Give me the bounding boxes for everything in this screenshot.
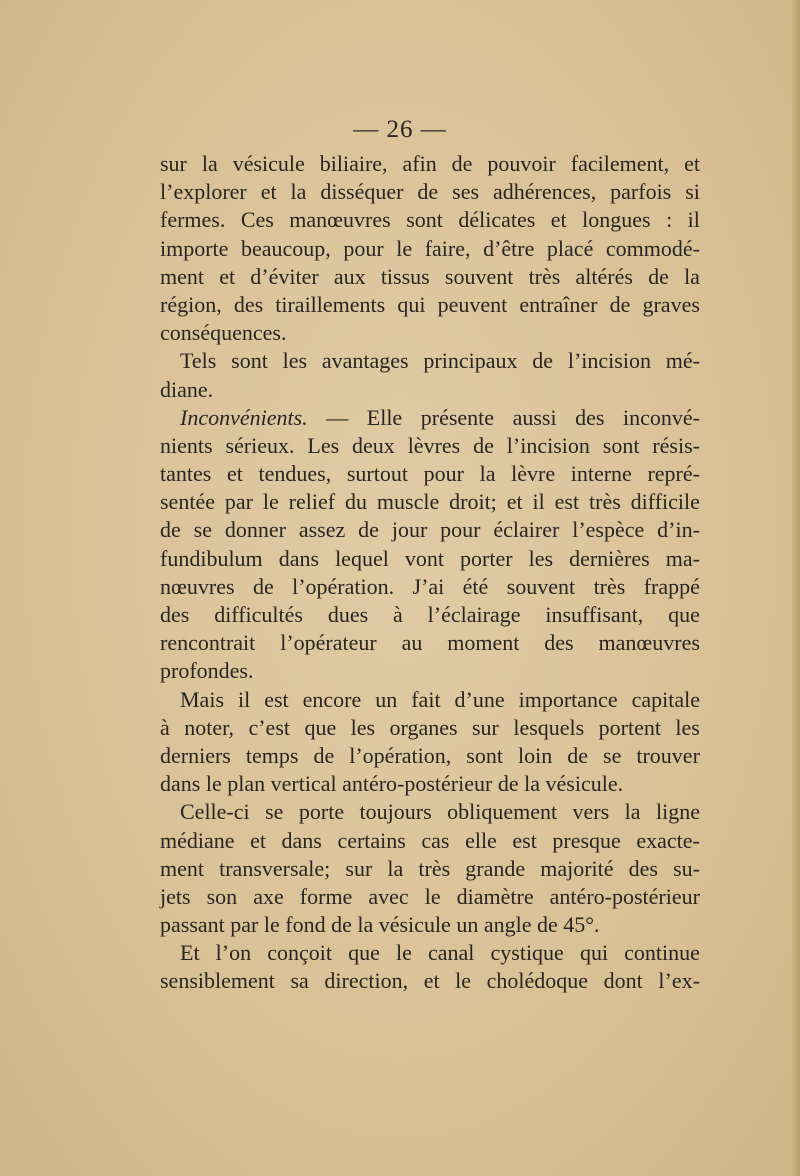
page-number: — 26 —	[353, 116, 447, 143]
text-line: l’explorer et la disséquer de ses adhérences, parfois si	[160, 179, 700, 205]
text-line: tantes et tendues, surtout pour la lèvre interne repré-	[160, 461, 700, 487]
text-line: des difficultés dues à l’éclairage insuffisant, que	[160, 602, 700, 627]
text-line: fundibulum dans lequel vont porter les dernières ma-	[160, 545, 700, 571]
text-line: de se donner assez de jour pour éclairer l’espèce d’in-	[160, 517, 700, 543]
text-line: passant par le fond de la vésicule un angle de 45°.	[160, 912, 600, 938]
text-line: importe beaucoup, pour le faire, d’être placé commodé-	[160, 235, 700, 261]
text-line: Et l’on conçoit que le canal cystique qui continue	[180, 940, 700, 966]
text-line: jets son axe forme avec le diamètre antéro-postérieur	[160, 883, 700, 909]
body-text	[160, 150, 700, 996]
text-line: ment et d’éviter aux tissus souvent très altérés de la	[160, 263, 700, 289]
text-line: Inconvénients. — Elle présente aussi des inconvé-	[180, 404, 700, 430]
text-line: sur la vésicule biliaire, afin de pouvoir facilement, et	[160, 151, 700, 176]
text-line: sensiblement sa direction, et le cholédoque dont l’ex-	[160, 968, 700, 994]
text-line: médiane et dans certains cas elle est presque exacte-	[160, 827, 700, 853]
text-line: dans le plan vertical antéro-postérieur de la vésicule.	[160, 771, 624, 797]
text-line: à noter, c’est que les organes sur lesquels portent les	[160, 714, 700, 740]
text-line: profondes.	[160, 658, 254, 684]
text-line: conséquences.	[160, 320, 287, 346]
text-line: Mais il est encore un fait d’une importance capitale	[180, 686, 700, 712]
page-edge	[792, 0, 800, 1176]
text-line: nients sérieux. Les deux lèvres de l’incision sont résis-	[160, 432, 700, 458]
text-line: région, des tiraillements qui peuvent entraîner de graves	[160, 291, 700, 317]
text-line: fermes. Ces manœuvres sont délicates et longues : il	[160, 207, 700, 233]
text-line: nœuvres de l’opération. J’ai été souvent très frappé	[160, 573, 700, 599]
text-line: diane.	[160, 376, 214, 402]
text-line: derniers temps de l’opération, sont loin de se trouver	[160, 742, 700, 768]
text-line: Celle-ci se porte toujours obliquement vers la ligne	[180, 799, 700, 825]
text-line: rencontrait l’opérateur au moment des manœuvres	[160, 630, 700, 656]
text-line: ment transversale; sur la très grande majorité des su-	[160, 855, 700, 881]
text-line: sentée par le relief du muscle droit; et il est très difficile	[160, 489, 700, 515]
text-line: Tels sont les avantages principaux de l’incision mé-	[180, 348, 700, 374]
